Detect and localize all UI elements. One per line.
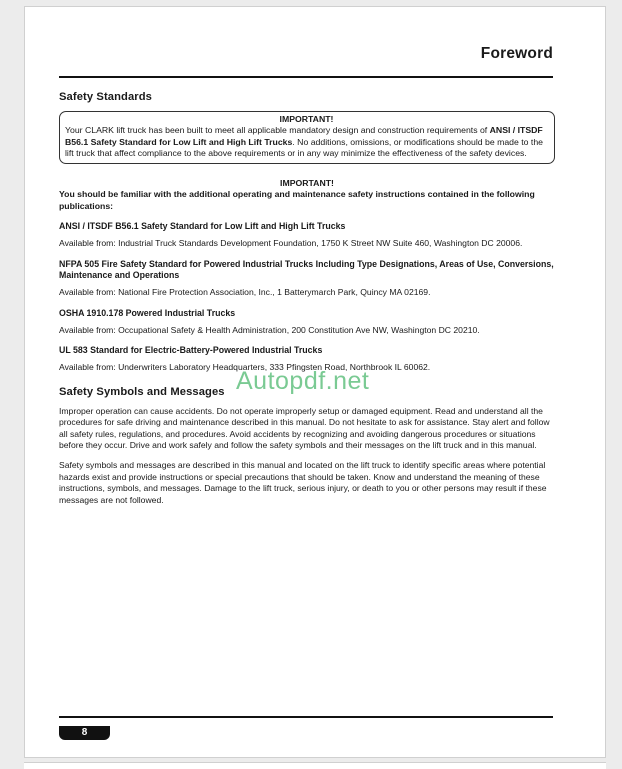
publication-title: UL 583 Standard for Electric-Battery-Powered Industrial Trucks — [59, 345, 323, 356]
publication-title: NFPA 505 Fire Safety Standard for Powered Industrial Trucks Including Type Designations, Areas of Use, Conversions, Maintenance and Operations — [59, 258, 554, 280]
publication-availability: Available from: Occupational Safety & Health Administration, 200 Constitution Ave NW, Washington DC 20210. — [59, 324, 480, 335]
notice-box-text-after: . No additions, omissions, or modifications should be made to the lift truck that affect compliance to the above requirements or in any way minimize the effectiveness of the safety devices. — [65, 136, 543, 158]
important-notice-box — [59, 111, 555, 164]
publication-item — [59, 259, 555, 299]
publication-list — [59, 221, 555, 374]
header-rule — [59, 76, 553, 78]
publication-availability: Available from: National Fire Protection Association, Inc., 1 Batterymarch Park, Quincy MA 02169. — [59, 287, 431, 298]
notice-box-text — [65, 125, 548, 159]
section-heading-safety-standards: Safety Standards — [59, 91, 152, 103]
publication-title: ANSI / ITSDF B56.1 Safety Standard for Low Lift and High Lift Trucks — [59, 221, 346, 232]
notice-box-text-before: Your CLARK lift truck has been built to meet all applicable mandatory design and construction requirements of — [65, 125, 490, 136]
publication-availability: Available from: Industrial Truck Standards Development Foundation, 1750 K Street NW Suite 460, Washington DC 20006. — [59, 238, 523, 249]
notice-title: IMPORTANT! — [280, 178, 334, 189]
page-number: 8 — [81, 727, 88, 738]
publication-item — [59, 221, 555, 250]
notice-box-title: IMPORTANT! — [279, 114, 334, 124]
watermark: Autopdf.net — [236, 367, 370, 395]
page-title: Foreword — [480, 45, 553, 62]
page-content — [59, 91, 555, 515]
important-notice-publications — [59, 178, 555, 212]
publication-availability: Available from: Underwriters Laboratory Headquarters, 333 Pfingsten Road, Northbrook IL 60062. — [59, 362, 431, 373]
notice-box-text-bold: ANSI / ITSDF B56.1 Safety Standard for Low Lift and High Lift Trucks — [65, 125, 543, 147]
body-paragraph: Safety symbols and messages are described in this manual and located on the lift truck to identify specific areas where potential hazards exist and provide instructions or special precautions that should be taken. Know and understand the meaning of these instructions, symbols, and messages. Damage to the lift truck, serious injury, or death to you or other persons may result if these messages are not followed. — [59, 460, 547, 505]
footer-rule — [59, 716, 553, 718]
notice-text: You should be familiar with the additional operating and maintenance safety instructions contained in the following publications: — [59, 189, 535, 211]
publication-title: OSHA 1910.178 Powered Industrial Trucks — [59, 307, 236, 318]
page-number-tab — [59, 726, 110, 740]
publication-item — [59, 308, 555, 337]
section-heading-safety-symbols: Safety Symbols and Messages — [59, 385, 225, 398]
body-paragraph: Improper operation can cause accidents. Do not operate improperly setup or damaged equipment. Read and understand all the procedures for safe driving and maintenance described in this manual. Do not hesitate to ask for assistance. Stay alert and follow all safety rules, regulations, and procedures. Avoid accidents by recognizing and avoiding dangerous procedures or situations before they occur. Drive and work safely and follow the safety symbols and their messages on the lift truck and in this manual. — [59, 405, 550, 450]
